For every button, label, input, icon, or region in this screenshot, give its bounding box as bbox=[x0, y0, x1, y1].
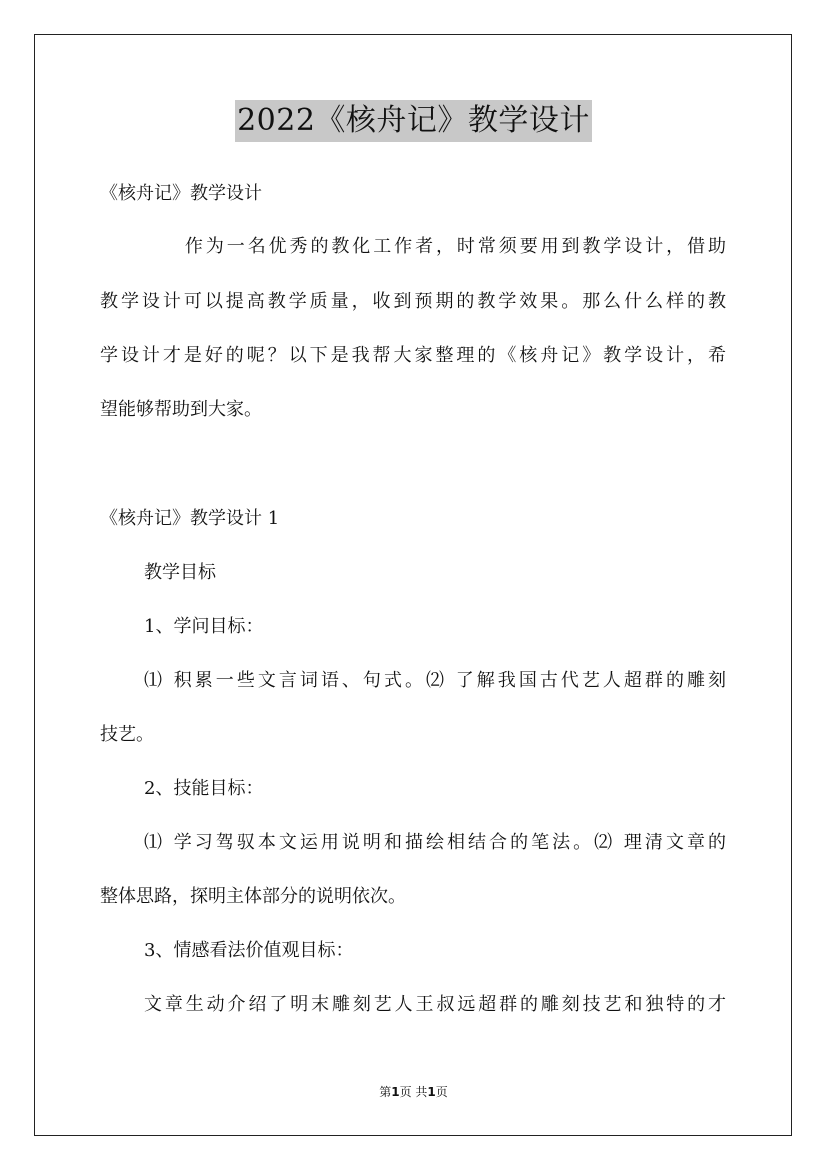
footer-suffix: 页 bbox=[435, 1085, 448, 1099]
goal-2-title: 2、技能目标： bbox=[144, 778, 264, 799]
intro-line-4: 望能够帮助到大家。 bbox=[100, 399, 262, 420]
footer-page-total: 1 bbox=[427, 1085, 436, 1099]
footer-prefix: 第 bbox=[379, 1085, 392, 1099]
footer-mid: 页 共 bbox=[399, 1085, 428, 1099]
goal-2-line-1: ⑴ 学习驾驭本文运用说明和描绘相结合的笔法。⑵ 理清文章的 bbox=[144, 832, 726, 853]
document-title: 2022《核舟记》教学设计 bbox=[235, 100, 592, 142]
footer-page-current: 1 bbox=[391, 1085, 400, 1099]
intro-line-1: 作为一名优秀的教化工作者，时常须要用到教学设计，借助 bbox=[182, 236, 726, 257]
page-footer bbox=[0, 1083, 827, 1100]
heading-goals: 教学目标 bbox=[144, 562, 216, 583]
goal-3-line-1: 文章生动介绍了明末雕刻艺人王叔远超群的雕刻技艺和独特的才 bbox=[144, 994, 726, 1015]
section-title: 《核舟记》教学设计 1 bbox=[100, 508, 280, 529]
title-container bbox=[0, 100, 827, 142]
intro-line-3: 学设计才是好的呢？以下是我帮大家整理的《核舟记》教学设计，希 bbox=[100, 345, 726, 366]
goal-1-line-1: ⑴ 积累一些文言词语、句式。⑵ 了解我国古代艺人超群的雕刻 bbox=[144, 670, 726, 691]
document-subtitle: 《核舟记》教学设计 bbox=[100, 183, 262, 204]
goal-3-title: 3、情感看法价值观目标： bbox=[144, 940, 354, 961]
goal-1-title: 1、学问目标： bbox=[144, 616, 264, 637]
intro-line-2: 教学设计可以提高教学质量，收到预期的教学效果。那么什么样的教 bbox=[100, 291, 726, 312]
goal-2-line-2: 整体思路，探明主体部分的说明依次。 bbox=[100, 886, 406, 907]
goal-1-line-2: 技艺。 bbox=[100, 724, 154, 745]
